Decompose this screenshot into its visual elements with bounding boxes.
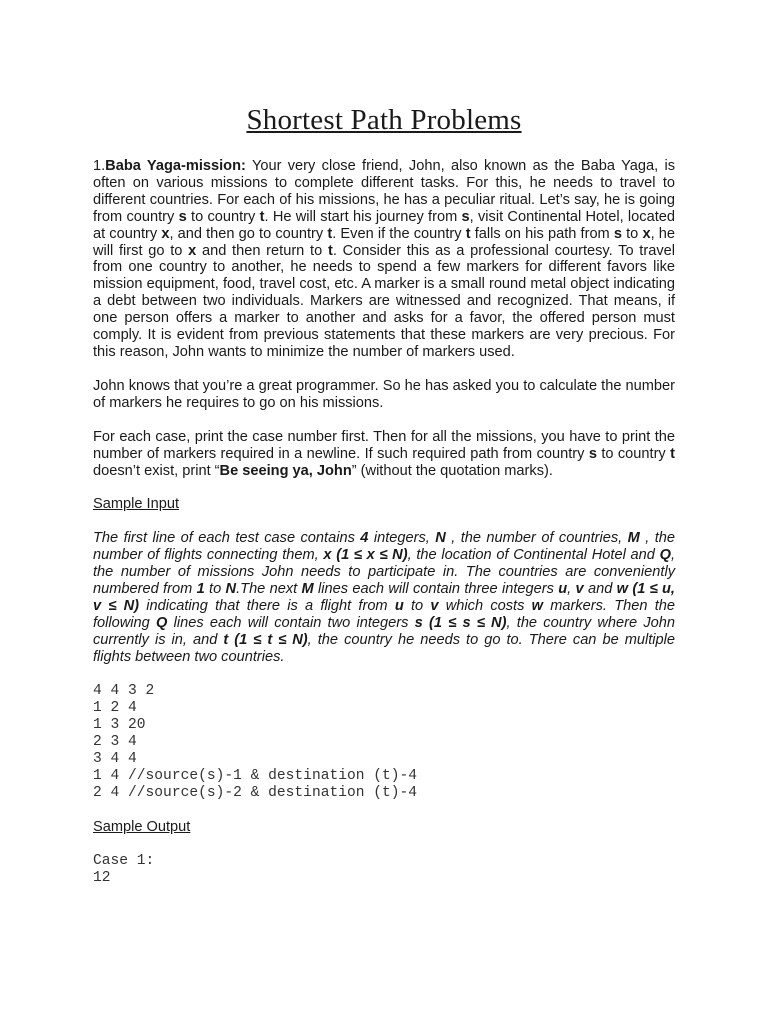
code-line: 4 4 3 2 [93, 682, 155, 699]
page-title: Shortest Path Problems [246, 104, 522, 136]
code-line: 3 4 4 [93, 750, 137, 767]
problem-heading: Baba Yaga-mission: [105, 158, 246, 174]
input-description-paragraph: The first line of each test case contains 4 integers, N , the number of countries, M , the number of flights connecting them, x (1 ≤ x ≤ N), the location of Continental Hotel and Q, the number of missions John needs to participate in. The countries are conveniently numbered from 1 to N.The next M lines each will contain three integers u, v and w (1 ≤ u, v ≤ N) indicating that there is a flight from u to v which costs w markers. Then the following Q lines each will contain two integers s (1 ≤ s ≤ N), the country where John currently is in, and t (1 ≤ t ≤ N), the country he needs to go to. There can be multiple flights between two countries. [93, 530, 676, 665]
code-line: 12 [93, 870, 111, 887]
request-paragraph: John knows that you’re a great programmer. So he has asked you to calculate the number of markers he requires to go on his missions. [93, 377, 675, 411]
no-path-message: Be seeing ya, John [219, 462, 352, 479]
output-instructions-paragraph: For each case, print the case number first. Then for all the missions, you have to print the number of markers required in a newline. If such required path from country s to country t doesn’t exist, print “Be seeing ya, John” (without the quotation marks). [93, 428, 675, 479]
code-line: 2 3 4 [93, 733, 137, 750]
code-line: 1 4 //source(s)-1 & destination (t)-4 [93, 768, 418, 785]
code-line: 1 2 4 [93, 699, 137, 716]
code-line: 1 3 20 [93, 716, 146, 733]
problem-number: 1. [93, 158, 106, 174]
document-body [93, 158, 675, 887]
sample-input-heading: Sample Input [93, 496, 179, 513]
sample-output-heading: Sample Output [93, 819, 191, 836]
code-line: Case 1: [93, 853, 155, 870]
sample-output-block [93, 853, 675, 887]
code-line: 2 4 //source(s)-2 & destination (t)-4 [93, 785, 418, 802]
intro-paragraph: 1.Baba Yaga-mission: Your very close friend, John, also known as the Baba Yaga, is often on various missions to complete different tasks. For this, he needs to travel to different countries. For each of his missions, he has a peculiar ritual. Let’s say, he is going from country s to country t. He will start his journey from s, visit Continental Hotel, located at country x, and then go to country t. Even if the country t falls on his path from s to x, he will first go to x and then return to t. Consider this as a professional courtesy. To travel from one country to another, he needs to spend a few markers for different favors like mission equipment, food, travel cost, etc. A marker is a small round metal object indicating a debt between two individuals. Markers are witnessed and recognized. That means, if one person offers a marker to another and asks for a favor, the offered person must comply. It is evident from previous statements that these markers are very precious. For this reason, John wants to minimize the number of markers used. [93, 158, 675, 360]
sample-input-block [93, 683, 675, 803]
